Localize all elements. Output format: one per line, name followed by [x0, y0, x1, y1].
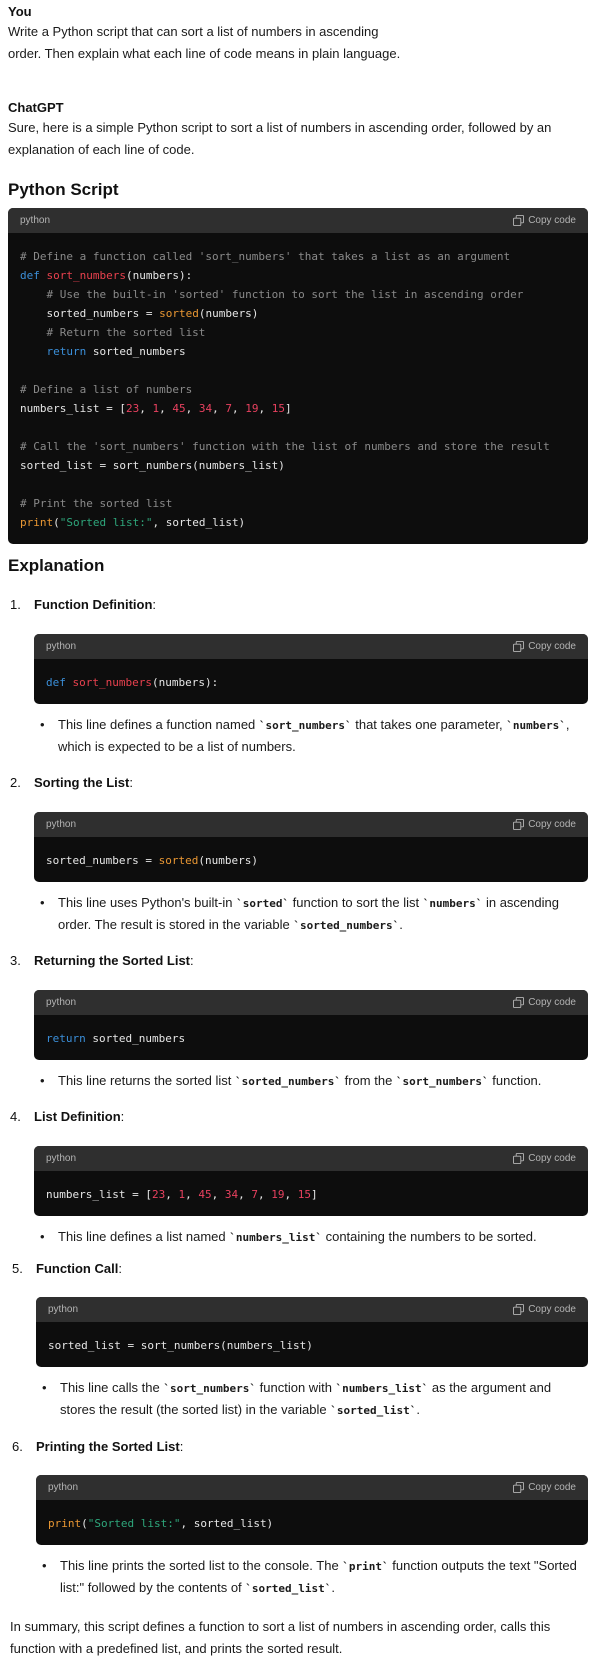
code-header — [34, 1146, 588, 1171]
code-body — [34, 1015, 588, 1060]
code-line: numbers_list = [23, 1, 45, 34, 7, 19, 15] — [20, 402, 292, 415]
script-heading: Python Script — [8, 180, 119, 199]
code-line: # Call the 'sort_numbers' function with the list of numbers and store the result — [20, 440, 550, 453]
copy-code-label: Copy code — [528, 1304, 576, 1315]
user-message-line: order. Then explain what each line of code means in plain language. — [8, 46, 401, 61]
code-body — [34, 659, 588, 704]
assistant-author: ChatGPT — [8, 100, 64, 115]
copy-icon — [513, 1482, 524, 1493]
code-line: sorted_list = sort_numbers(numbers_list) — [48, 1339, 313, 1352]
explanation-heading: Explanation — [8, 556, 105, 575]
bullet-item: • This line uses Python's built-in `sorted` function to sort the list `numbers` in ascending order. The result is stored in the variable `sorted_numbers`. — [40, 895, 559, 932]
copy-code-label: Copy code — [528, 1482, 576, 1493]
code-body — [34, 837, 588, 882]
intro-line: Sure, here is a simple Python script to sort a list of numbers in ascending order, followed by an — [8, 120, 552, 135]
code-body — [34, 1171, 588, 1216]
code-language: python — [46, 641, 77, 652]
code-language: python — [46, 819, 77, 830]
code-language: python — [20, 215, 51, 226]
code-line: return sorted_numbers — [46, 345, 186, 358]
copy-code-label: Copy code — [528, 641, 576, 652]
code-body — [8, 233, 588, 544]
code-block-function-def — [34, 634, 588, 704]
bullet-item: • This line returns the sorted list `sorted_numbers` from the `sort_numbers` function. — [40, 1073, 542, 1088]
intro-line: explanation of each line of code. — [8, 142, 195, 157]
list-item-title: 6. Printing the Sorted List: — [12, 1439, 184, 1454]
bullet-item: • This line defines a list named `numbers_list` containing the numbers to be sorted. — [40, 1229, 537, 1244]
copy-icon — [513, 1304, 524, 1315]
code-header — [36, 1297, 588, 1322]
code-header — [8, 208, 588, 233]
code-line: # Define a list of numbers — [20, 383, 193, 396]
list-item-title: 3. Returning the Sorted List: — [10, 953, 194, 968]
bullet-item: • This line defines a function named `sort_numbers` that takes one parameter, `numbers`, which is expected to be a list of numbers. — [40, 717, 570, 754]
code-language: python — [48, 1482, 79, 1493]
list-item-title: 2. Sorting the List: — [10, 775, 133, 790]
code-line: # Define a function called 'sort_numbers' that takes a list as an argument — [20, 250, 511, 263]
code-line: return sorted_numbers — [46, 1032, 186, 1045]
code-language: python — [46, 1153, 77, 1164]
code-line: print("Sorted list:", sorted_list) — [20, 516, 246, 529]
copy-icon — [513, 1153, 524, 1164]
copy-code-label: Copy code — [528, 1153, 576, 1164]
copy-code-button[interactable] — [513, 641, 576, 652]
summary-line: function with a predefined list, and prints the sorted result. — [10, 1641, 343, 1656]
user-message — [8, 21, 400, 65]
list-item-title: 4. List Definition: — [10, 1109, 125, 1124]
code-block-print — [36, 1475, 588, 1545]
code-header — [36, 1475, 588, 1500]
code-block-return — [34, 990, 588, 1060]
copy-code-button[interactable] — [513, 819, 576, 830]
code-line: # Return the sorted list — [20, 326, 206, 339]
copy-code-button[interactable] — [513, 1482, 576, 1493]
copy-icon — [513, 819, 524, 830]
copy-code-button[interactable] — [513, 1304, 576, 1315]
code-header — [34, 812, 588, 837]
copy-code-label: Copy code — [528, 997, 576, 1008]
code-line: sorted_numbers = sorted(numbers) — [46, 854, 258, 867]
code-line: print("Sorted list:", sorted_list) — [48, 1517, 274, 1530]
code-language: python — [46, 997, 77, 1008]
copy-code-label: Copy code — [528, 819, 576, 830]
code-line: numbers_list = [23, 1, 45, 34, 7, 19, 15] — [46, 1188, 318, 1201]
code-body — [36, 1500, 588, 1545]
code-line: # Use the built-in 'sorted' function to sort the list in ascending order — [20, 288, 524, 301]
bullet-item: • This line prints the sorted list to the console. The `print` function outputs the text "Sorted list:" followed by the contents of `sorted_list`. — [42, 1558, 577, 1595]
copy-icon — [513, 215, 524, 226]
copy-icon — [513, 997, 524, 1008]
code-header — [34, 634, 588, 659]
copy-code-button[interactable] — [513, 1153, 576, 1164]
code-block-sorting — [34, 812, 588, 882]
summary-paragraph — [10, 1616, 550, 1660]
code-block-function-call — [36, 1297, 588, 1367]
code-line: sorted_list = sort_numbers(numbers_list) — [20, 459, 285, 472]
code-body — [36, 1322, 588, 1367]
code-line: sorted_numbers = sorted(numbers) — [20, 307, 259, 320]
code-line: def sort_numbers(numbers): — [20, 269, 193, 282]
copy-icon — [513, 641, 524, 652]
bullet-item: • This line calls the `sort_numbers` function with `numbers_list` as the argument and stores the result (the sorted list) in the variable `sorted_list`. — [42, 1380, 552, 1417]
code-line: # Print the sorted list — [20, 497, 173, 510]
list-item-title: 1. Function Definition: — [10, 597, 157, 612]
code-language: python — [48, 1304, 79, 1315]
code-line: def sort_numbers(numbers): — [46, 676, 219, 689]
copy-code-label: Copy code — [528, 215, 576, 226]
code-block-list-def — [34, 1146, 588, 1216]
user-author: You — [8, 4, 32, 19]
code-header — [34, 990, 588, 1015]
main-code-block — [8, 208, 588, 544]
user-message-line: Write a Python script that can sort a list of numbers in ascending — [8, 24, 379, 39]
assistant-intro — [8, 117, 551, 161]
list-item-title: 5. Function Call: — [12, 1261, 122, 1276]
copy-code-button[interactable] — [513, 215, 576, 226]
copy-code-button[interactable] — [513, 997, 576, 1008]
summary-line: In summary, this script defines a function to sort a list of numbers in ascending order, calls this — [10, 1619, 551, 1634]
